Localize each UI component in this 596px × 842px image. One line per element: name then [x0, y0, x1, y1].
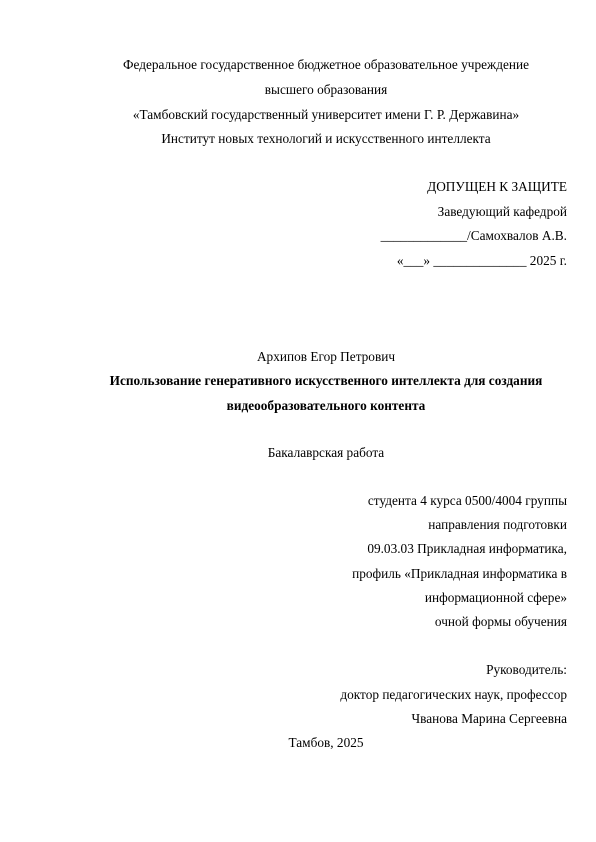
thesis-title-line-2: видеообразовательного контента — [226, 398, 426, 413]
approval-title: ДОПУЩЕН К ЗАЩИТЕ — [427, 179, 567, 194]
student-info-line-1: студента 4 курса 0500/4004 группы — [367, 493, 567, 508]
institute-name: Институт новых технологий и искусственного интеллекта — [161, 131, 491, 146]
supervisor-label: Руководитель: — [486, 662, 567, 677]
city-year: Тамбов, 2025 — [288, 735, 364, 750]
supervisor-name: Чванова Марина Сергеевна — [411, 711, 567, 726]
thesis-title-line-1: Использование генеративного искусственного интеллекта для создания — [109, 373, 543, 388]
university-name: «Тамбовский государственный университет имени Г. Р. Державина» — [132, 107, 520, 122]
institution-line-2: высшего образования — [264, 82, 388, 97]
institution-line-1: Федеральное государственное бюджетное образовательное учреждение — [122, 57, 529, 72]
approval-position: Заведующий кафедрой — [437, 204, 567, 219]
supervisor-degree: доктор педагогических наук, профессор — [340, 687, 567, 702]
student-info-line-2: направления подготовки — [428, 517, 567, 532]
thesis-type: Бакалаврская работа — [267, 445, 385, 460]
approval-signature-line: _____________/Самохвалов А.В. — [380, 228, 567, 243]
student-info-line-4: профиль «Прикладная информатика в — [352, 566, 567, 581]
student-info-line-3: 09.03.03 Прикладная информатика, — [367, 541, 567, 556]
approval-date-line: «___» ______________ 2025 г. — [396, 253, 567, 268]
student-info-line-5: информационной сфере» — [424, 590, 567, 605]
student-info-line-6: очной формы обучения — [434, 614, 567, 629]
author-name: Архипов Егор Петрович — [256, 349, 396, 364]
